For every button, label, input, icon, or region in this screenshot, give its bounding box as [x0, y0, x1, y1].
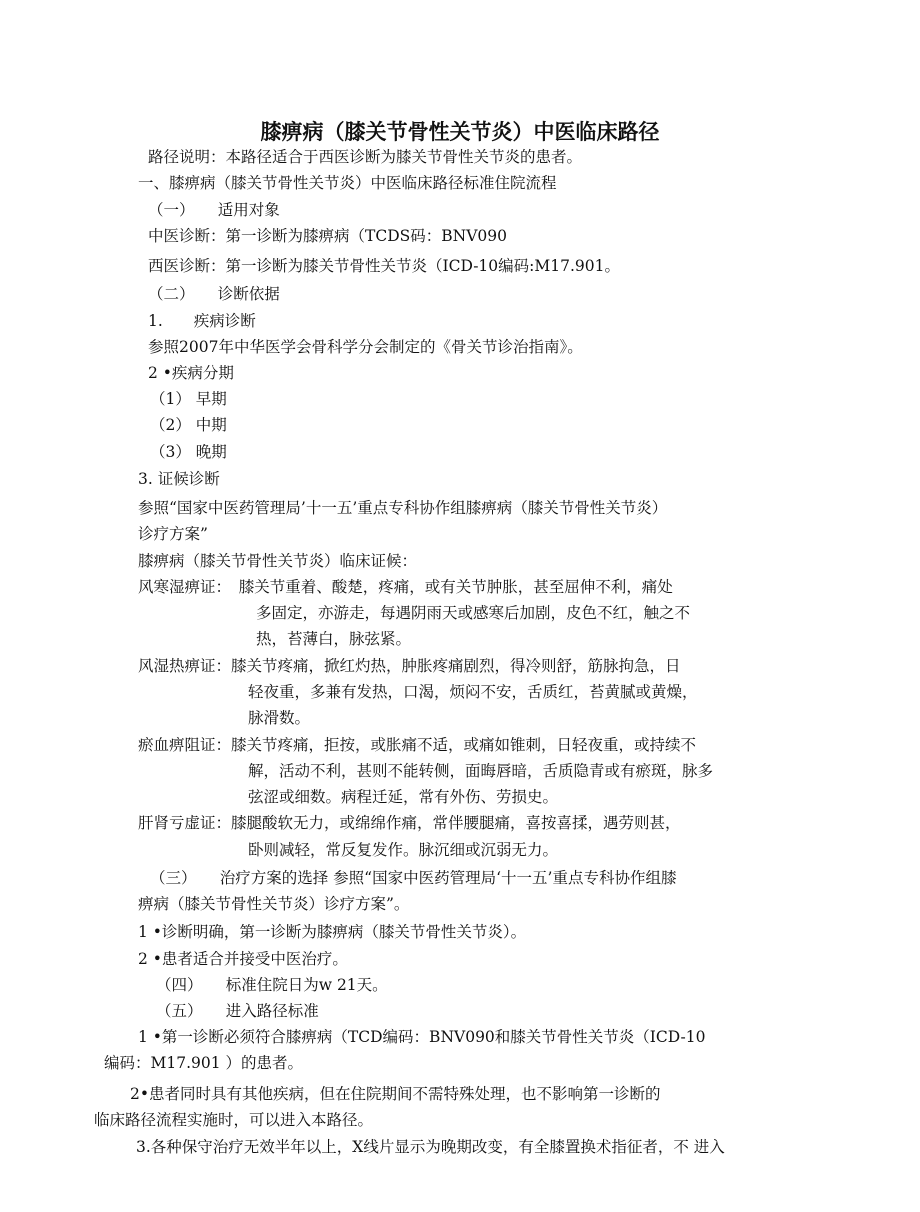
list-item: 2•患者同时具有其他疾病，但在住院期间不需特殊处理，也不影响第一诊断的: [130, 1085, 661, 1103]
paragraph-line: 编码：M17.901 ）的患者。: [104, 1054, 304, 1072]
paragraph-line: 参照2007年中华医学会骨科学分会制定的《骨关节诊治指南》。: [148, 338, 583, 356]
syndrome-line: 卧则减轻，常反复发作。脉沉细或沉弱无力。: [248, 841, 559, 859]
syndrome-line: 风湿热痹证：膝关节疼痛，掀红灼热，肿胀疼痛剧烈，得冷则舒，筋脉拘急，日: [138, 657, 681, 675]
path-description: 路径说明：本路径适合于西医诊断为膝关节骨性关节炎的患者。: [148, 148, 583, 166]
paragraph-line: 西医诊断：第一诊断为膝关节骨性关节炎（ICD-10编码:M17.901。: [148, 257, 620, 275]
syndrome-line: 轻夜重，多兼有发热，口渴，烦闷不安，舌质红，苔黄腻或黄燥，: [248, 683, 698, 701]
paragraph-line: 痹病（膝关节骨性关节炎）诊疗方案”。: [138, 895, 410, 913]
syndrome-line: 多固定，亦游走，每遇阴雨天或感寒后加剧，皮色不红，触之不: [256, 604, 691, 622]
list-item: 3.各种保守治疗无效半年以上，X线片显示为晚期改变，有全膝置换术指征者，不 进入: [136, 1138, 725, 1156]
syndrome-line: 肝肾亏虚证：膝腿酸软无力，或绵绵作痛，常伴腰腿痛，喜按喜揉，遇劳则甚，: [138, 814, 681, 832]
list-item: （3） 晚期: [150, 443, 227, 461]
paragraph-line: 临床路径流程实施时，可以进入本路径。: [94, 1111, 374, 1129]
syndrome-line: 解，活动不利，甚则不能转侧，面晦唇暗，舌质隐青或有瘀斑，脉多: [248, 762, 714, 780]
list-item: （2） 中期: [150, 416, 227, 434]
list-item: 1 •诊断明确，第一诊断为膝痹病（膝关节骨性关节炎）。: [138, 923, 527, 941]
list-item: 1. 疾病诊断: [148, 312, 256, 330]
paragraph-line: 膝痹病（膝关节骨性关节炎）临床证候：: [138, 552, 418, 570]
subsection-heading: （一） 适用对象: [148, 201, 280, 219]
paragraph-line: 诊疗方案”: [138, 525, 208, 543]
syndrome-line: 热，苔薄白，脉弦紧。: [256, 630, 412, 648]
syndrome-line: 瘀血痹阻证：膝关节疼痛，拒按，或胀痛不适，或痛如锥刺，日轻夜重，或持续不: [138, 736, 697, 754]
subsection-heading: （三） 治疗方案的选择 参照“国家中医药管理局‘十一五’重点专科协作组膝: [150, 869, 677, 887]
syndrome-line: 风寒湿痹证： 膝关节重着、酸楚，疼痛，或有关节肿胀，甚至屈伸不利，痛处: [138, 578, 673, 596]
syndrome-line: 弦涩或细数。病程迁延，常有外伤、劳损史。: [248, 788, 559, 806]
list-item: 2 •疾病分期: [148, 364, 234, 382]
paragraph-line: 中医诊断：第一诊断为膝痹病（TCDS码：BNV090: [148, 227, 507, 245]
syndrome-line: 脉滑数。: [248, 709, 311, 727]
list-item: 3. 证候诊断: [138, 470, 220, 488]
subsection-heading: （四） 标准住院日为w 21天。: [156, 976, 388, 994]
list-item: （1） 早期: [150, 390, 227, 408]
list-item: 2 •患者适合并接受中医治疗。: [138, 950, 348, 968]
subsection-heading: （二） 诊断依据: [148, 285, 280, 303]
list-item: 1 •第一诊断必须符合膝痹病（TCD编码：BNV090和膝关节骨性关节炎（ICD-10: [138, 1028, 706, 1046]
paragraph-line: 参照“国家中医药管理局’十一五’重点专科协作组膝痹病（膝关节骨性关节炎）: [138, 499, 668, 517]
page-title: 膝痹病（膝关节骨性关节炎）中医临床路径: [260, 120, 660, 144]
subsection-heading: （五） 进入路径标准: [156, 1002, 319, 1020]
section-heading-1: 一、膝痹病（膝关节骨性关节炎）中医临床路径标准住院流程: [138, 174, 557, 192]
